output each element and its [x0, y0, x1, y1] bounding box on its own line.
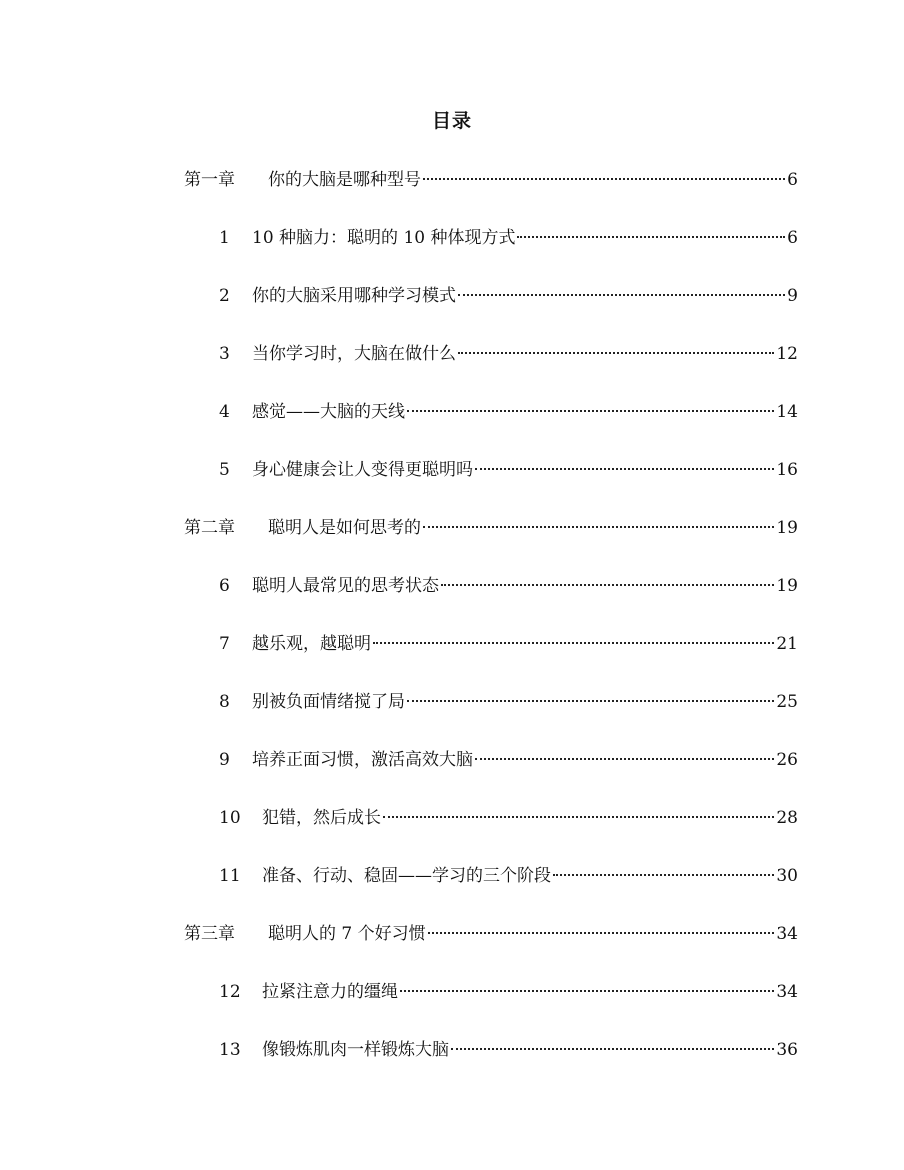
toc-section-entry[interactable]: [219, 224, 798, 252]
page-number: 19: [776, 576, 798, 596]
page-number: 6: [787, 228, 798, 248]
page-number: 25: [776, 692, 798, 712]
section-number: 6: [219, 576, 230, 596]
page-number: 12: [776, 344, 798, 364]
section-number: 2: [219, 286, 230, 306]
toc-section-entry[interactable]: [219, 862, 798, 890]
dot-leader: [400, 990, 774, 992]
section-number: 10: [219, 808, 241, 828]
chapter-number: 第二章: [184, 518, 235, 538]
toc-chapter-entry[interactable]: [184, 514, 798, 542]
dot-leader: [475, 758, 774, 760]
page-number: 19: [776, 518, 798, 538]
toc-title: 目录: [431, 110, 472, 132]
page-number: 26: [776, 750, 798, 770]
section-number: 9: [219, 750, 230, 770]
section-number: 8: [219, 692, 230, 712]
section-number: 13: [219, 1040, 241, 1060]
dot-leader: [458, 294, 785, 296]
toc-chapter-entry[interactable]: [184, 920, 798, 948]
dot-leader: [423, 178, 785, 180]
chapter-number: 第一章: [184, 170, 235, 190]
section-title: 10 种脑力：聪明的 10 种体现方式: [252, 228, 516, 248]
toc-section-entry[interactable]: [219, 282, 798, 310]
page-number: 34: [776, 924, 798, 944]
page-number: 36: [776, 1040, 798, 1060]
section-title: 你的大脑采用哪种学习模式: [252, 286, 456, 306]
section-number: 1: [219, 228, 230, 248]
chapter-title: 聪明人是如何思考的: [268, 518, 421, 538]
chapter-title: 你的大脑是哪种型号: [268, 170, 421, 190]
dot-leader: [553, 874, 774, 876]
section-title: 聪明人最常见的思考状态: [252, 576, 439, 596]
dot-leader: [451, 1048, 774, 1050]
chapter-title: 聪明人的 7 个好习惯: [268, 924, 426, 944]
section-title: 培养正面习惯，激活高效大脑: [252, 750, 473, 770]
toc-section-entry[interactable]: [219, 688, 798, 716]
section-number: 11: [219, 866, 241, 886]
dot-leader: [383, 816, 774, 818]
dot-leader: [475, 468, 774, 470]
toc-chapter-entry[interactable]: [184, 166, 798, 194]
section-number: 4: [219, 402, 230, 422]
section-title: 当你学习时，大脑在做什么: [252, 344, 456, 364]
page-number: 16: [776, 460, 798, 480]
dot-leader: [407, 700, 774, 702]
toc-section-entry[interactable]: [219, 978, 798, 1006]
section-title: 准备、行动、稳固——学习的三个阶段: [262, 866, 551, 886]
section-title: 身心健康会让人变得更聪明吗: [252, 460, 473, 480]
page-number: 30: [776, 866, 798, 886]
dot-leader: [373, 642, 774, 644]
dot-leader: [407, 410, 774, 412]
dot-leader: [458, 352, 774, 354]
page-number: 9: [787, 286, 798, 306]
toc-section-entry[interactable]: [219, 746, 798, 774]
dot-leader: [517, 236, 785, 238]
toc-section-entry[interactable]: [219, 456, 798, 484]
section-title: 像锻炼肌肉一样锻炼大脑: [262, 1040, 449, 1060]
toc-section-entry[interactable]: [219, 804, 798, 832]
page-number: 28: [776, 808, 798, 828]
section-title: 犯错，然后成长: [262, 808, 381, 828]
section-number: 5: [219, 460, 230, 480]
chapter-number: 第三章: [184, 924, 235, 944]
section-number: 12: [219, 982, 241, 1002]
toc-section-entry[interactable]: [219, 1036, 798, 1064]
page-number: 34: [776, 982, 798, 1002]
section-number: 3: [219, 344, 230, 364]
page-number: 21: [776, 634, 798, 654]
toc-section-entry[interactable]: [219, 340, 798, 368]
section-title: 拉紧注意力的缰绳: [262, 982, 398, 1002]
section-number: 7: [219, 634, 230, 654]
section-title: 感觉——大脑的天线: [252, 402, 405, 422]
toc-section-entry[interactable]: [219, 398, 798, 426]
toc-section-entry[interactable]: [219, 572, 798, 600]
section-title: 越乐观，越聪明: [252, 634, 371, 654]
toc-section-entry[interactable]: [219, 630, 798, 658]
dot-leader: [441, 584, 774, 586]
page-number: 6: [787, 170, 798, 190]
section-title: 别被负面情绪搅了局: [252, 692, 405, 712]
dot-leader: [423, 526, 774, 528]
dot-leader: [428, 932, 775, 934]
page-number: 14: [776, 402, 798, 422]
